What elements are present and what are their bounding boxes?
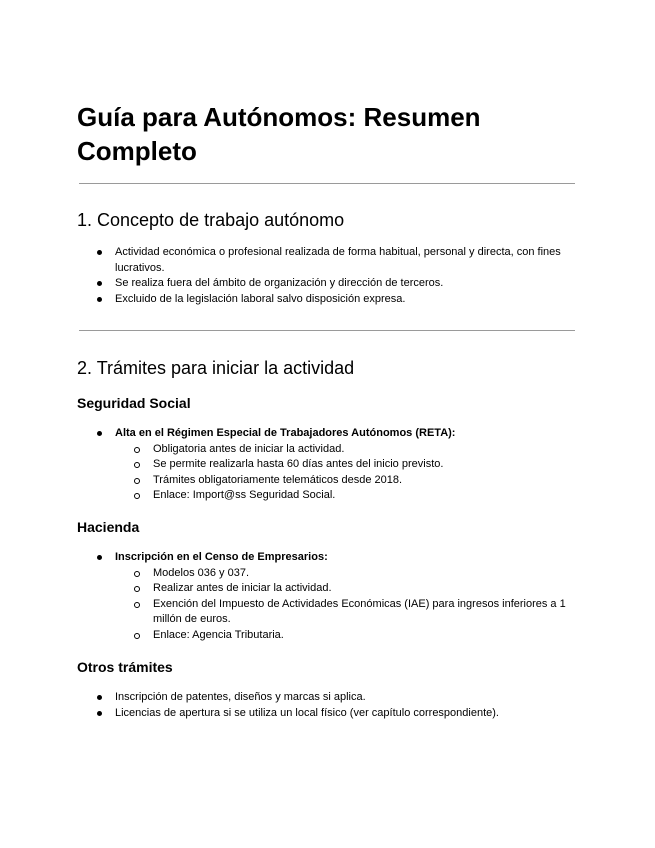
sub-list-item-text: Enlace: Import@ss Seguridad Social.	[153, 489, 336, 501]
hacienda-heading: Hacienda	[77, 519, 140, 535]
circle-bullet-icon	[134, 473, 140, 490]
sub-list-item-text: Trámites obligatoriamente telemáticos desde 2018.	[153, 473, 403, 486]
horizontal-divider	[79, 330, 575, 331]
circle-bullet-icon	[134, 628, 140, 645]
seguridad-social-list	[0, 426, 578, 504]
bullet-icon	[97, 706, 102, 722]
circle-bullet-icon	[134, 597, 140, 614]
hacienda-list	[0, 550, 578, 643]
circle-bullet-icon	[134, 566, 140, 583]
sub-list-item-text: Obligatoria antes de iniciar la actividad.	[153, 442, 345, 455]
sub-list-item-text: Modelos 036 y 037.	[153, 566, 250, 579]
list-item-text: Excluido de la legislación laboral salvo disposición expresa.	[115, 292, 406, 305]
list-item	[0, 706, 575, 722]
list-item-text: Actividad económica o profesional realizada de forma habitual, personal y directa, con fines lucrativos.	[115, 246, 561, 274]
list-item-text: Inscripción en el Censo de Empresarios:	[115, 551, 328, 563]
circle-bullet-icon	[134, 442, 140, 459]
list-item	[0, 245, 575, 276]
seguridad-social-heading: Seguridad Social	[77, 395, 191, 411]
sub-list-item	[0, 566, 578, 582]
sub-list-item-text: Se permite realizarla hasta 60 días antes del inicio previsto.	[153, 458, 444, 470]
list-item-text: Licencias de apertura si se utiliza un local físico (ver capítulo correspondiente).	[115, 706, 499, 719]
sub-list-item-text: Enlace: Agencia Tributaria.	[153, 628, 284, 641]
sub-list-item	[0, 628, 578, 644]
circle-bullet-icon	[134, 581, 140, 598]
sub-list-item	[0, 457, 578, 473]
document-title: Guía para Autónomos: Resumen Completo	[77, 102, 481, 166]
list-item-text: Inscripción de patentes, diseños y marcas si aplica.	[115, 691, 366, 703]
section-2-heading: 2. Trámites para iniciar la actividad	[77, 358, 355, 378]
bullet-icon	[97, 245, 102, 261]
bullet-icon	[97, 426, 102, 442]
sub-list-item-text: Realizar antes de iniciar la actividad.	[153, 582, 332, 594]
list-item-text: Alta en el Régimen Especial de Trabajadores Autónomos (RETA):	[115, 427, 456, 439]
bullet-icon	[97, 690, 102, 706]
list-item	[0, 690, 575, 706]
bullet-icon	[97, 292, 102, 308]
circle-bullet-icon	[134, 457, 140, 474]
bullet-icon	[97, 550, 102, 566]
list-item	[0, 426, 575, 442]
horizontal-divider	[79, 183, 575, 184]
circle-bullet-icon	[134, 488, 140, 505]
sub-list-item	[0, 488, 578, 504]
sub-list-item	[0, 581, 578, 597]
sub-list-item-text: Exención del Impuesto de Actividades Económicas (IAE) para ingresos inferiores a 1 millón de euros.	[153, 597, 566, 625]
otros-tramites-heading: Otros trámites	[77, 659, 173, 675]
list-item	[0, 550, 575, 566]
sub-list-item	[0, 473, 578, 489]
list-item-text: Se realiza fuera del ámbito de organización y dirección de terceros.	[115, 277, 444, 289]
section-1-heading: 1. Concepto de trabajo autónomo	[77, 210, 345, 230]
otros-tramites-list	[0, 690, 575, 721]
bullet-icon	[97, 276, 102, 292]
list-item	[0, 276, 575, 292]
sub-list-item	[0, 597, 578, 628]
list-item	[0, 292, 575, 308]
section-1-list	[0, 245, 575, 307]
sub-list-item	[0, 442, 578, 458]
